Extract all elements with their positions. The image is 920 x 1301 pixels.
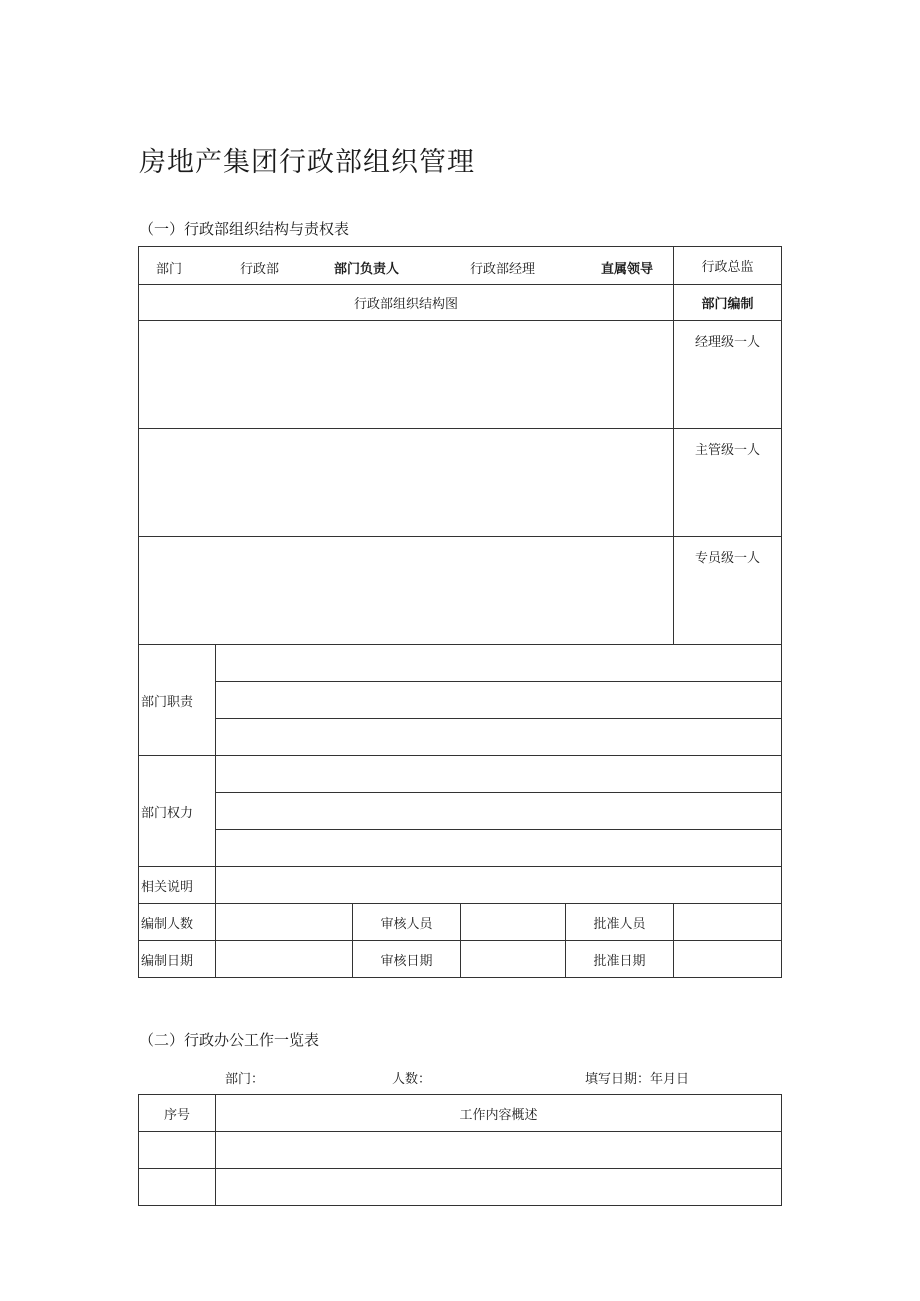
direct-leader-value: 行政总监 xyxy=(674,247,782,285)
prepared-by-label: 编制人数 xyxy=(139,904,216,941)
direct-leader-label: 直属领导 xyxy=(601,262,654,277)
org-chart-area-1 xyxy=(139,321,674,429)
org-chart-area-2 xyxy=(139,429,674,537)
prepared-date-field[interactable] xyxy=(216,941,353,978)
approver-field[interactable] xyxy=(674,904,782,941)
duty-line[interactable] xyxy=(216,682,782,719)
seq-cell[interactable] xyxy=(139,1169,216,1206)
dept-label: 部门 xyxy=(156,262,183,277)
dept-head-value: 行政部经理 xyxy=(470,262,536,277)
page-title: 房地产集团行政部组织管理 xyxy=(139,147,475,178)
desc-cell[interactable] xyxy=(216,1169,782,1206)
seq-cell[interactable] xyxy=(139,1132,216,1169)
duties-label: 部门职责 xyxy=(139,645,216,756)
staff-level-specialist: 专员级一人 xyxy=(695,551,761,566)
meta-date: 填写日期：年月日 xyxy=(585,1072,690,1087)
duty-line[interactable] xyxy=(216,719,782,756)
staff-level-cell xyxy=(674,429,782,537)
staffing-title: 部门编制 xyxy=(674,285,782,321)
work-list-table xyxy=(138,1094,782,1206)
duty-line[interactable] xyxy=(216,645,782,682)
reviewer-label: 审核人员 xyxy=(353,904,461,941)
authority-line[interactable] xyxy=(216,793,782,830)
notes-field[interactable] xyxy=(216,867,782,904)
review-date-field[interactable] xyxy=(461,941,566,978)
desc-cell[interactable] xyxy=(216,1132,782,1169)
dept-head-label: 部门负责人 xyxy=(334,262,400,277)
org-structure-table xyxy=(138,246,782,978)
section-2-heading: （二）行政办公工作一览表 xyxy=(139,1031,320,1049)
dept-value: 行政部 xyxy=(240,262,280,277)
meta-dept: 部门： xyxy=(225,1072,265,1087)
col-desc-header: 工作内容概述 xyxy=(216,1095,782,1132)
section-1-heading: （一）行政部组织结构与责权表 xyxy=(139,220,350,238)
col-seq-header: 序号 xyxy=(139,1095,216,1132)
staff-level-cell xyxy=(674,321,782,429)
approval-date-label: 批准日期 xyxy=(566,941,674,978)
staff-level-cell xyxy=(674,537,782,645)
authority-line[interactable] xyxy=(216,830,782,867)
staff-level-supervisor: 主管级一人 xyxy=(695,443,761,458)
authority-label: 部门权力 xyxy=(139,756,216,867)
prepared-date-label: 编制日期 xyxy=(139,941,216,978)
review-date-label: 审核日期 xyxy=(353,941,461,978)
header-cell xyxy=(139,247,674,285)
prepared-by-field[interactable] xyxy=(216,904,353,941)
reviewer-field[interactable] xyxy=(461,904,566,941)
org-chart-title: 行政部组织结构图 xyxy=(139,285,674,321)
staff-level-manager: 经理级一人 xyxy=(695,335,761,350)
authority-line[interactable] xyxy=(216,756,782,793)
meta-count: 人数： xyxy=(392,1072,432,1087)
approval-date-field[interactable] xyxy=(674,941,782,978)
notes-label: 相关说明 xyxy=(139,867,216,904)
org-chart-area-3 xyxy=(139,537,674,645)
approver-label: 批准人员 xyxy=(566,904,674,941)
